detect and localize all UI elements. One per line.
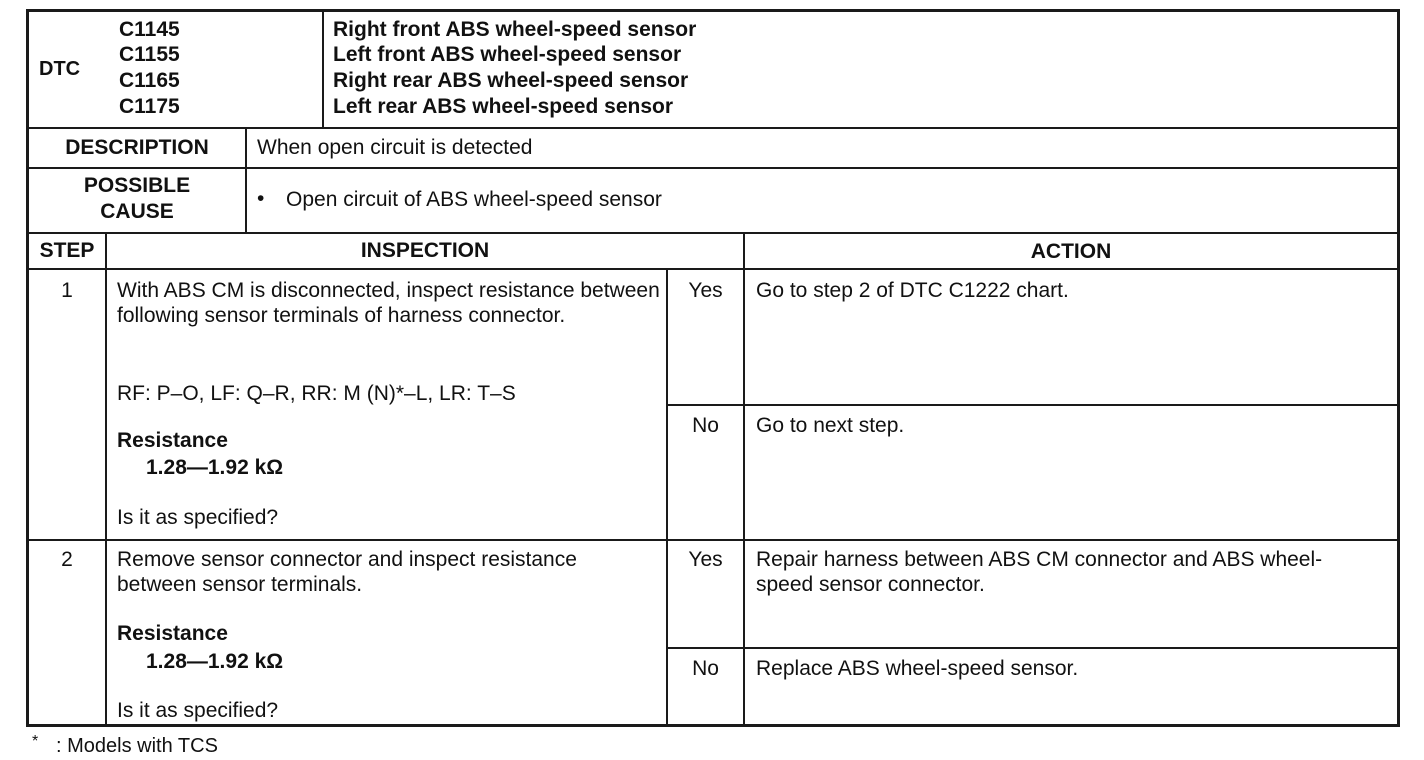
dtc-description-2: Left front ABS wheel-speed sensor [333,43,682,66]
step-2-question: Is it as specified? [117,699,279,722]
step-2-resistance-label: Resistance [117,622,228,645]
step-1-yes-action: Go to step 2 of DTC C1222 chart. [756,279,1069,302]
header-step: STEP [39,239,95,262]
rule-step1-yes-no [666,404,1400,406]
step-1-terminals: RF: P–O, LF: Q–R, RR: M (N)*–L, LR: T–S [117,382,516,405]
step-2-number: 2 [61,548,73,571]
step-1-yes-label: Yes [688,279,723,302]
step-2-no-action: Replace ABS wheel-speed sensor. [756,657,1079,680]
footnote-text: : Models with TCS [56,735,218,757]
description-value: When open circuit is detected [257,136,533,159]
rule-action-divider [743,232,745,727]
possible-cause-label-line1: POSSIBLE [83,174,191,197]
step-1-number: 1 [61,279,73,302]
rule-description-bottom [26,167,1400,169]
possible-cause-bullet: • [257,187,265,210]
rule-label-divider [245,127,247,234]
rule-cause-bottom [26,232,1400,234]
rule-step-divider [105,232,107,727]
step-2-yes-action: Repair harness between ABS CM connector and ABS wheel-speed sensor connector. [756,548,1323,596]
dtc-description-3: Right rear ABS wheel-speed sensor [333,69,689,92]
rule-step1-bottom [26,539,1400,541]
rule-header-bottom [26,268,1400,270]
dtc-description-1: Right front ABS wheel-speed sensor [333,18,697,41]
step-1-resistance-value: 1.28—1.92 kΩ [146,456,284,479]
step-1-question: Is it as specified? [117,506,279,529]
step-2-inspection: Remove sensor connector and inspect resistance between sensor terminals. [117,548,577,596]
dtc-label: DTC [39,58,81,80]
rule-dtc-bottom [26,127,1400,129]
dtc-code-3: C1165 [119,69,180,92]
description-label: DESCRIPTION [65,136,209,159]
dtc-description-4: Left rear ABS wheel-speed sensor [333,95,673,118]
step-1-resistance-label: Resistance [117,429,228,452]
step-1-no-action: Go to next step. [756,414,905,437]
rule-step2-yes-no [666,647,1400,649]
table-frame [26,9,1400,727]
dtc-code-2: C1155 [119,43,180,66]
header-inspection: INSPECTION [360,239,490,262]
step-1-inspection: With ABS CM is disconnected, inspect resistance between following sensor terminals of harness connector. [117,279,660,327]
step-1-no-label: No [692,414,719,437]
step-2-yes-label: Yes [688,548,723,571]
dtc-code-1: C1145 [119,18,180,41]
possible-cause-value: Open circuit of ABS wheel-speed sensor [286,188,662,211]
dtc-code-4: C1175 [119,95,180,118]
possible-cause-label-line2: CAUSE [100,200,174,223]
step-2-resistance-value: 1.28—1.92 kΩ [146,650,284,673]
footnote-marker: * [32,733,39,750]
rule-dtc-divider [322,9,324,129]
step-2-no-label: No [692,657,719,680]
header-action: ACTION [1030,240,1112,263]
